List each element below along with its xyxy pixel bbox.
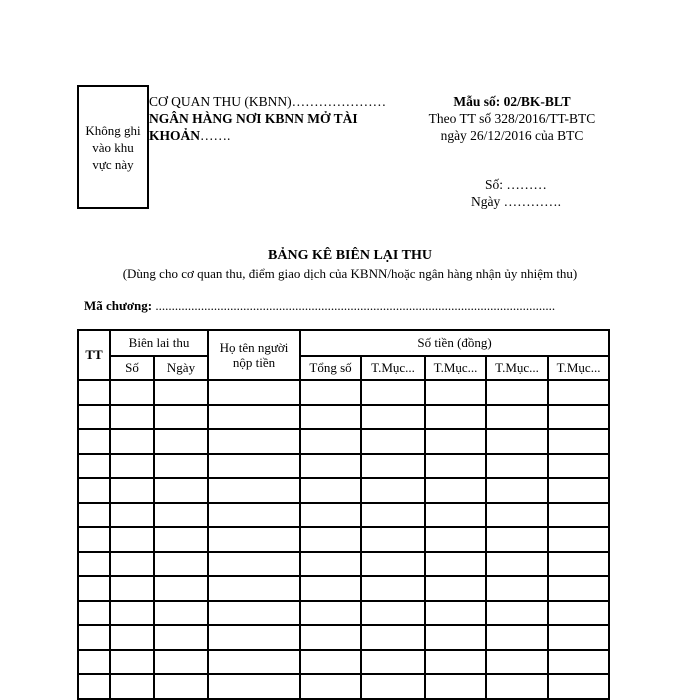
table-cell (78, 454, 110, 479)
table-cell (78, 527, 110, 552)
table-row (78, 405, 609, 430)
document-number-date (446, 176, 586, 210)
page-title: BẢNG KÊ BIÊN LẠI THU (268, 248, 432, 263)
table-cell (361, 380, 425, 405)
receipt-list-table (77, 329, 610, 700)
table-cell (154, 429, 208, 454)
table-cell (300, 527, 361, 552)
table-cell (425, 478, 486, 503)
table-cell (361, 552, 425, 577)
table-cell (361, 478, 425, 503)
table-cell (361, 601, 425, 626)
table-cell (110, 405, 154, 430)
table-cell (300, 650, 361, 675)
table-cell (300, 503, 361, 528)
bank-account-line (149, 110, 419, 144)
table-cell (425, 650, 486, 675)
table-cell (78, 405, 110, 430)
table-cell (110, 478, 154, 503)
table-cell (208, 429, 300, 454)
table-row (78, 625, 609, 650)
table-cell (425, 527, 486, 552)
table-cell (548, 552, 609, 577)
table-cell (110, 625, 154, 650)
table-cell (425, 576, 486, 601)
table-cell (300, 478, 361, 503)
table-cell (300, 454, 361, 479)
table-cell (425, 380, 486, 405)
column-header-tt: TT (78, 330, 110, 380)
table-cell (425, 674, 486, 699)
table-row (78, 429, 609, 454)
table-cell (110, 576, 154, 601)
table-cell (486, 429, 548, 454)
table-cell (208, 527, 300, 552)
table-cell (361, 625, 425, 650)
table-row (78, 527, 609, 552)
table-row (78, 552, 609, 577)
table-cell (486, 405, 548, 430)
table-cell (208, 552, 300, 577)
table-cell (300, 429, 361, 454)
table-cell (110, 552, 154, 577)
table-cell (110, 380, 154, 405)
table-cell (548, 503, 609, 528)
table-cell (300, 380, 361, 405)
table-cell (548, 454, 609, 479)
table-cell (361, 429, 425, 454)
table-cell (425, 454, 486, 479)
table-cell (361, 576, 425, 601)
table-row (78, 674, 609, 699)
table-cell (208, 503, 300, 528)
table-cell (208, 601, 300, 626)
table-cell (154, 380, 208, 405)
table-cell (548, 576, 609, 601)
table-cell (208, 454, 300, 479)
table-cell (486, 454, 548, 479)
table-row (78, 650, 609, 675)
table-cell (548, 625, 609, 650)
table-cell (548, 674, 609, 699)
table-row (78, 503, 609, 528)
table-cell (208, 625, 300, 650)
table-cell (300, 601, 361, 626)
form-reference-block (422, 93, 602, 144)
table-cell (78, 601, 110, 626)
table-cell (361, 527, 425, 552)
table-cell (486, 576, 548, 601)
table-row (78, 576, 609, 601)
table-cell (548, 478, 609, 503)
table-cell (208, 478, 300, 503)
table-cell (154, 405, 208, 430)
table-cell (425, 552, 486, 577)
table-cell (548, 429, 609, 454)
table-cell (110, 527, 154, 552)
table-cell (110, 454, 154, 479)
table-cell (486, 601, 548, 626)
table-cell (486, 674, 548, 699)
table-cell (548, 601, 609, 626)
table-cell (361, 650, 425, 675)
table-cell (208, 405, 300, 430)
column-header-total: Tổng số (300, 356, 361, 380)
table-cell (361, 405, 425, 430)
table-cell (486, 625, 548, 650)
form-number: Mẫu số: 02/BK-BLT (453, 94, 571, 109)
table-cell (486, 478, 548, 503)
table-cell (425, 405, 486, 430)
table-cell (110, 674, 154, 699)
table-row (78, 601, 609, 626)
column-header-item-2: T.Mục... (425, 356, 486, 380)
table-cell (486, 552, 548, 577)
table-cell (548, 405, 609, 430)
table-cell (300, 576, 361, 601)
table-cell (154, 503, 208, 528)
column-header-payer: Họ tên người nộp tiền (208, 330, 300, 380)
table-cell (78, 380, 110, 405)
table-cell (78, 576, 110, 601)
table-row (78, 454, 609, 479)
column-header-item-4: T.Mục... (548, 356, 609, 380)
form-legal-reference: Theo TT số 328/2016/TT-BTC ngày 26/12/2016 của BTC (428, 111, 596, 143)
table-cell (78, 674, 110, 699)
table-cell (300, 552, 361, 577)
table-cell (154, 576, 208, 601)
document-number: Số: ……… (485, 177, 547, 192)
table-cell (548, 380, 609, 405)
table-cell (154, 601, 208, 626)
table-cell (300, 405, 361, 430)
table-cell (154, 454, 208, 479)
table-row (78, 478, 609, 503)
table-cell (361, 454, 425, 479)
table-cell (548, 527, 609, 552)
bank-account-label: NGÂN HÀNG NƠI KBNN MỞ TÀI KHOẢN (149, 111, 358, 143)
table-cell (110, 503, 154, 528)
table-cell (154, 650, 208, 675)
chapter-code-dots: ........................................................................................................................... (152, 298, 556, 313)
agency-header (149, 93, 419, 144)
table-cell (300, 625, 361, 650)
column-header-receipt-number: Số (110, 356, 154, 380)
table-cell (425, 503, 486, 528)
table-cell (425, 625, 486, 650)
table-cell (110, 650, 154, 675)
column-header-item-3: T.Mục... (486, 356, 548, 380)
table-cell (361, 503, 425, 528)
table-cell (78, 478, 110, 503)
bank-account-dots: ……. (200, 128, 231, 143)
table-cell (78, 625, 110, 650)
table-cell (154, 625, 208, 650)
no-write-zone-label: Không ghi vào khu vực này (85, 122, 141, 172)
table-cell (425, 429, 486, 454)
table-cell (110, 601, 154, 626)
table-cell (78, 503, 110, 528)
table-cell (154, 552, 208, 577)
column-header-item-1: T.Mục... (361, 356, 425, 380)
table-cell (300, 674, 361, 699)
table-cell (110, 429, 154, 454)
column-header-receipt: Biên lai thu (110, 330, 208, 356)
column-header-amount: Số tiền (đồng) (300, 330, 609, 356)
table-cell (486, 380, 548, 405)
table-cell (486, 527, 548, 552)
table-cell (208, 650, 300, 675)
table-cell (208, 576, 300, 601)
no-write-zone-box (77, 85, 149, 209)
chapter-code-line (84, 298, 604, 314)
table-cell (208, 674, 300, 699)
table-cell (78, 650, 110, 675)
table-cell (154, 674, 208, 699)
table-cell (486, 650, 548, 675)
table-cell (154, 527, 208, 552)
table-cell (78, 552, 110, 577)
table-cell (208, 380, 300, 405)
page-subtitle: (Dùng cho cơ quan thu, điểm giao dịch của KBNN/hoặc ngân hàng nhận ủy nhiệm thu) (122, 266, 578, 281)
table-cell (548, 650, 609, 675)
table-cell (361, 674, 425, 699)
chapter-code-label: Mã chương: (84, 298, 153, 313)
document-date: Ngày …………. (471, 194, 561, 209)
collecting-agency-line: CƠ QUAN THU (KBNN)………………… (149, 94, 387, 109)
table-cell (425, 601, 486, 626)
table-cell (78, 429, 110, 454)
table-cell (154, 478, 208, 503)
table-body (78, 380, 609, 700)
table-cell (486, 503, 548, 528)
column-header-receipt-date: Ngày (154, 356, 208, 380)
table-row (78, 380, 609, 405)
